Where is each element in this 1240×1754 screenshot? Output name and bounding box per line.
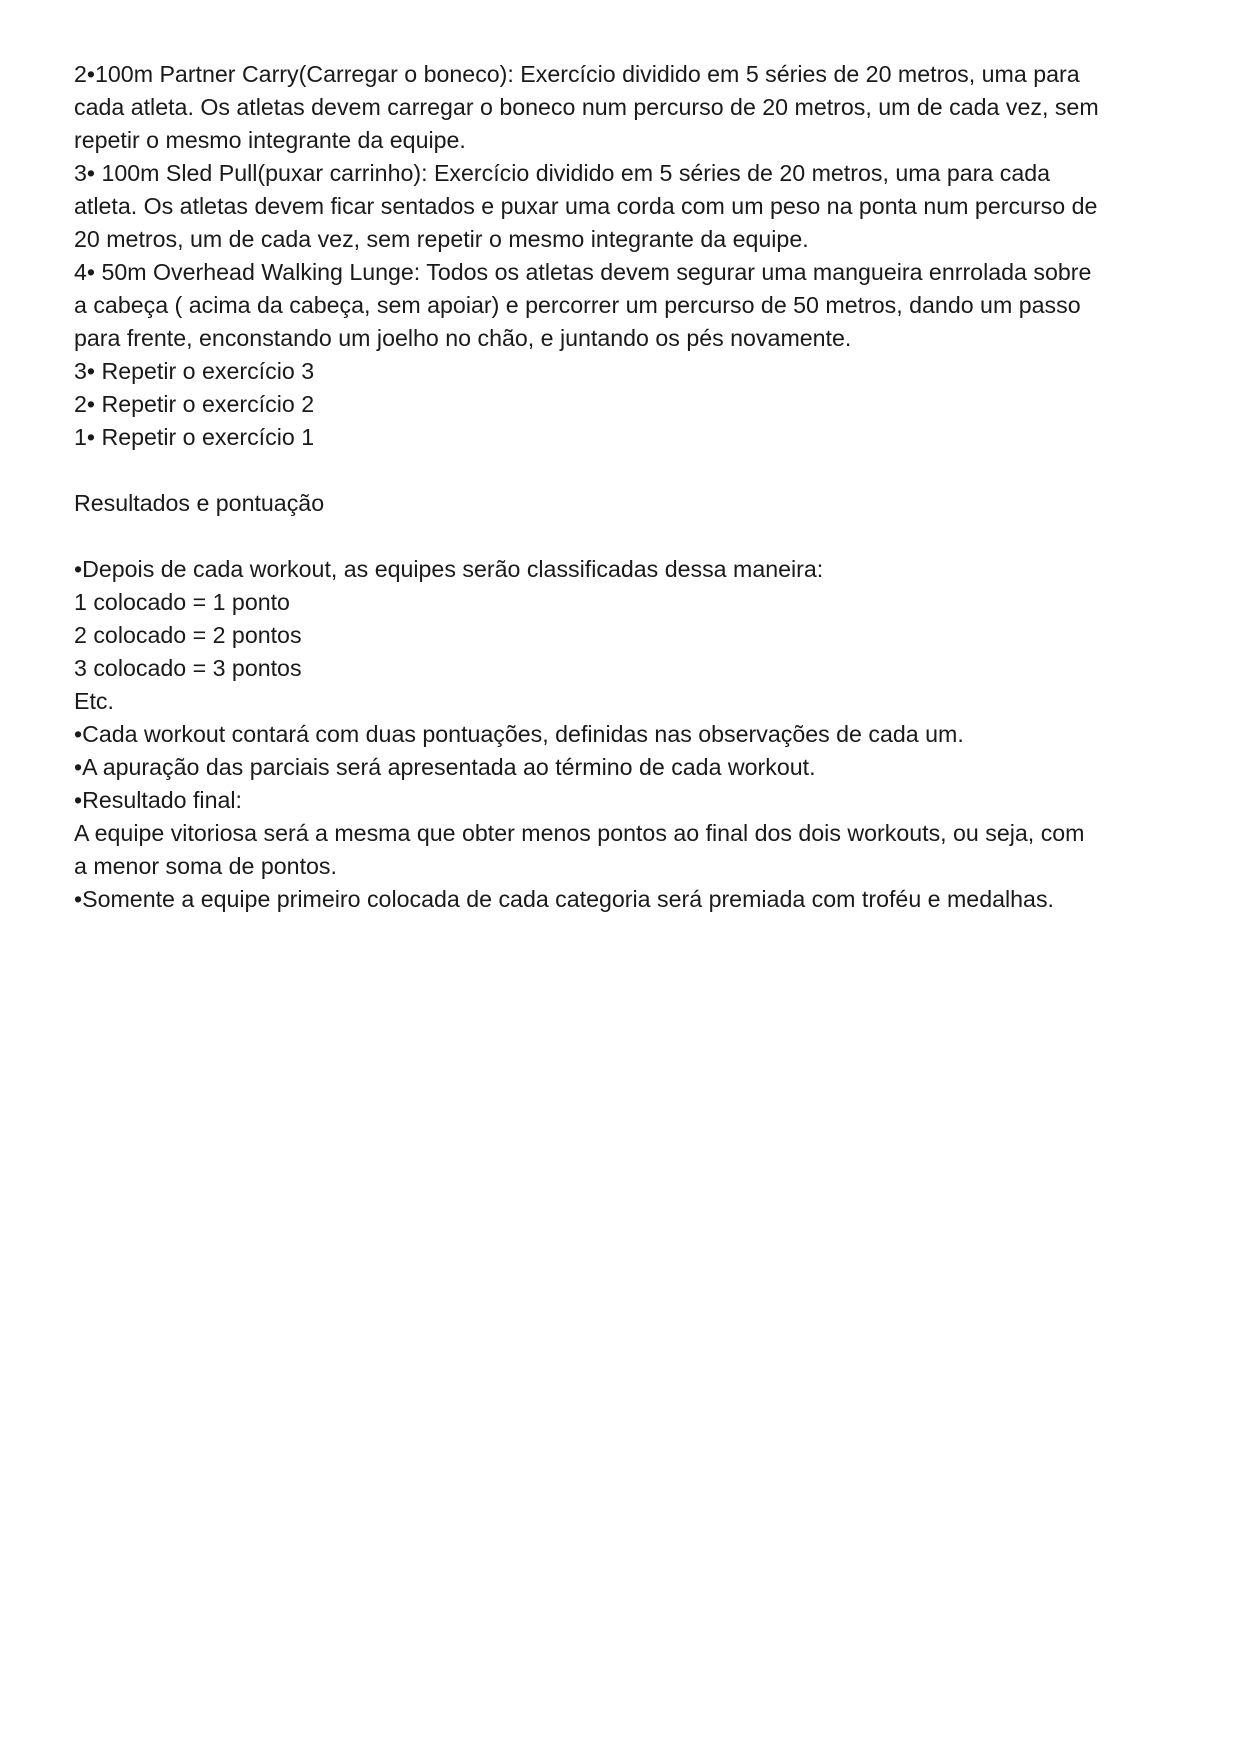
text-line: 4• 50m Overhead Walking Lunge: Todos os atletas devem segurar uma mangueira enrrolada sobre: [74, 259, 1092, 285]
section-title: Resultados e pontuação: [74, 490, 325, 516]
text-line: 2•100m Partner Carry(Carregar o boneco): Exercício dividido em 5 séries de 20 metros, uma para: [74, 61, 1080, 87]
text-line: •Cada workout contará com duas pontuações, definidas nas observações de cada um.: [74, 721, 964, 747]
text-line: cada atleta. Os atletas devem carregar o boneco num percurso de 20 metros, um de cada vez, sem: [74, 94, 1099, 120]
blank-line: [74, 454, 1194, 487]
text-line: a cabeça ( acima da cabeça, sem apoiar) e percorrer um percurso de 50 metros, dando um passo: [74, 292, 1081, 318]
blank-line: [74, 520, 1194, 553]
text-line: Etc.: [74, 688, 114, 714]
text-line: repetir o mesmo integrante da equipe.: [74, 127, 466, 153]
document-body: [74, 58, 1194, 916]
text-line: •Depois de cada workout, as equipes serão classificadas dessa maneira:: [74, 556, 824, 582]
text-line: 3• Repetir o exercício 3: [74, 358, 315, 384]
text-line: 1• Repetir o exercício 1: [74, 424, 315, 450]
text-line: 2 colocado = 2 pontos: [74, 622, 302, 648]
text-line: A equipe vitoriosa será a mesma que obter menos pontos ao final dos dois workouts, ou seja, com: [74, 820, 1085, 846]
text-line: atleta. Os atletas devem ficar sentados e puxar uma corda com um peso na ponta num percurso de: [74, 193, 1098, 219]
text-line: •Somente a equipe primeiro colocada de cada categoria será premiada com troféu e medalhas.: [74, 886, 1054, 912]
text-line: 3• 100m Sled Pull(puxar carrinho): Exercício dividido em 5 séries de 20 metros, uma para cada: [74, 160, 1051, 186]
text-line: para frente, enconstando um joelho no chão, e juntando os pés novamente.: [74, 325, 852, 351]
text-line: a menor soma de pontos.: [74, 853, 337, 879]
text-line: 20 metros, um de cada vez, sem repetir o mesmo integrante da equipe.: [74, 226, 809, 252]
text-line: 1 colocado = 1 ponto: [74, 589, 290, 615]
text-line: •Resultado final:: [74, 787, 242, 813]
text-line: 2• Repetir o exercício 2: [74, 391, 315, 417]
text-line: •A apuração das parciais será apresentada ao término de cada workout.: [74, 754, 816, 780]
text-line: 3 colocado = 3 pontos: [74, 655, 302, 681]
